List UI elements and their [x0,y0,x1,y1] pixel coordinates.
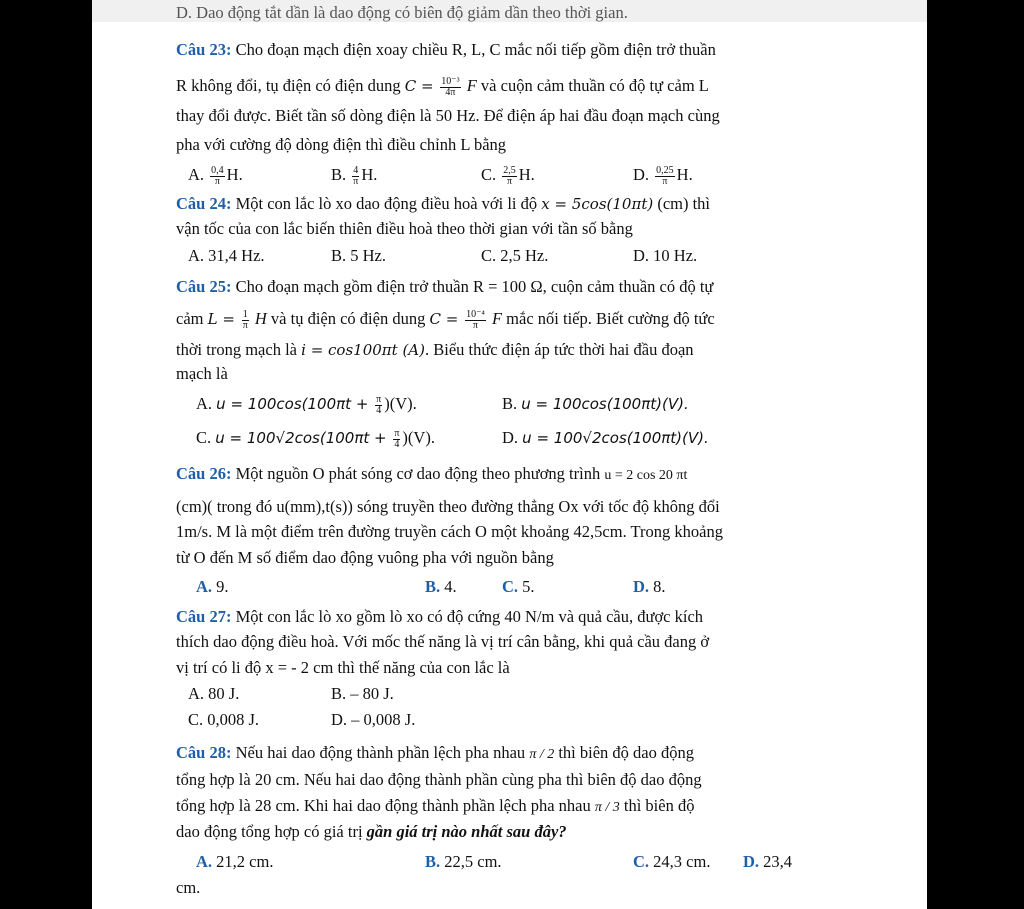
q26-option-a: A. 9. [196,577,229,596]
question-24-number: Câu 24: [176,194,232,213]
q26-option-d: D. 8. [633,577,666,596]
q24-option-d: D. 10 Hz. [633,246,698,265]
q25-option-d: D. u = 100√2cos(100πt)(V). [502,428,709,447]
q27-option-c: C. 0,008 J. [188,710,260,729]
question-23-line-4: pha với cường độ dòng điện thì điều chỉnh L bằng [176,135,507,154]
q28-option-a: A. 21,2 cm. [196,852,274,871]
question-28-line-3: tổng hợp là 28 cm. Khi hai dao động thành phần lệch pha nhau π / 3 thì biên độ [176,796,695,815]
question-27-line-3: vị trí có li độ x = - 2 cm thì thế năng của con lắc là [176,658,510,677]
q27-option-b: B. – 80 J. [331,684,394,703]
question-23-number: Câu 23: [176,40,232,59]
question-24-line-1: Câu 24: Một con lắc lò xo dao động điều hoà với li độ x = 5cos(10πt) (cm) thì [176,194,711,213]
q24-option-c: C. 2,5 Hz. [481,246,549,265]
question-23-line-1: Câu 23: Cho đoạn mạch điện xoay chiều R, L, C mắc nối tiếp gồm điện trở thuần [176,40,716,59]
question-23-line-3: thay đổi được. Biết tần số dòng điện là 50 Hz. Để điện áp hai đầu đoạn mạch cùng [176,106,720,125]
q23-option-a: A. $\frac{0,4}{\pi}$ H. [188,164,243,187]
question-25-line-4: mạch là [176,364,228,383]
document-page [92,0,927,909]
q26-option-c: C. 5. [502,577,535,596]
question-28-line-1: Câu 28: Nếu hai dao động thành phần lệch pha nhau π / 2 thì biên độ dao động [176,743,694,762]
q25-option-c: C. u = 100√2cos(100πt + $\frac{\pi}{4}$ )(V). [196,427,435,450]
question-28-line-2: tổng hợp là 20 cm. Nếu hai dao động thành phần cùng pha thì biên độ dao động [176,770,702,789]
question-23-line-2: R không đổi, tụ điện có điện dung C = $\frac{\text{10⁻³}}{4\pi}$ F và cuộn cảm thuần có độ tự cảm L [176,75,709,98]
question-27-number: Câu 27: [176,607,232,626]
q26-option-b: B. 4. [425,577,457,596]
question-25-line-2: cảm L = $\frac{1}{\pi}$ H và tụ điện có điện dung C = $\frac{\text{10⁻⁴}}{\pi}$ F mắc nối tiếp. Biết cường độ tức [176,308,715,331]
question-26-line-1: Câu 26: Một nguồn O phát sóng cơ dao động theo phương trình u = 2 cos 20 πt [176,464,688,483]
q28-option-c: C. 24,3 cm. [633,852,711,871]
question-25-line-1: Câu 25: Cho đoạn mạch gồm điện trở thuần R = 100 Ω, cuộn cảm thuần có độ tự [176,277,714,296]
question-27-line-2: thích dao động điều hoà. Với mốc thế năng là vị trí cân bằng, khi quả cầu đang ở [176,632,710,651]
question-26-line-2: (cm)( trong đó u(mm),t(s)) sóng truyền theo đường thẳng Ox với tốc độ không đổi [176,497,720,516]
question-26-number: Câu 26: [176,464,232,483]
previous-option-line: D. Dao động tắt dần là dao động có biên độ giảm dần theo thời gian. [176,3,628,22]
question-28-line-4: dao động tổng hợp có giá trị gần giá trị nào nhất sau đây? [176,822,567,841]
q27-option-d: D. – 0,008 J. [331,710,416,729]
q25-option-b: B. u = 100cos(100πt)(V). [502,394,689,413]
capacitance-fraction: $\frac{\text{10⁻³}}{4\pi}$ [441,75,460,98]
question-28-number: Câu 28: [176,743,232,762]
question-25-number: Câu 25: [176,277,232,296]
question-25-line-3: thời trong mạch là i = cos100πt (A). Biểu thức điện áp tức thời hai đầu đoạn [176,340,694,359]
question-26-line-4: từ O đến M số điểm dao động vuông pha với nguồn bằng [176,548,554,567]
question-26-line-3: 1m/s. M là một điểm trên đường truyền cách O một khoảng 42,5cm. Trong khoảng [176,522,723,541]
q27-option-a: A. 80 J. [188,684,240,703]
q23-option-d: D. $\frac{0,25}{\pi}$ H. [633,164,693,187]
question-27-line-1: Câu 27: Một con lắc lò xo gồm lò xo có độ cứng 40 N/m và quả cầu, được kích [176,607,704,626]
q24-option-a: A. 31,4 Hz. [188,246,265,265]
q28-option-b: B. 22,5 cm. [425,852,502,871]
q23-option-b: B. $\frac{4}{\pi}$ H. [331,164,378,187]
q23-option-c: C. $\frac{2,5}{\pi}$ H. [481,164,535,187]
q28-option-d: D. 23,4 [743,852,793,871]
q24-option-b: B. 5 Hz. [331,246,386,265]
question-24-line-2: vận tốc của con lắc biến thiên điều hoà theo thời gian với tần số bằng [176,219,633,238]
q25-option-a: A. u = 100cos(100πt + $\frac{\pi}{4}$ )(V). [196,393,417,416]
question-28-tail: cm. [176,878,201,897]
